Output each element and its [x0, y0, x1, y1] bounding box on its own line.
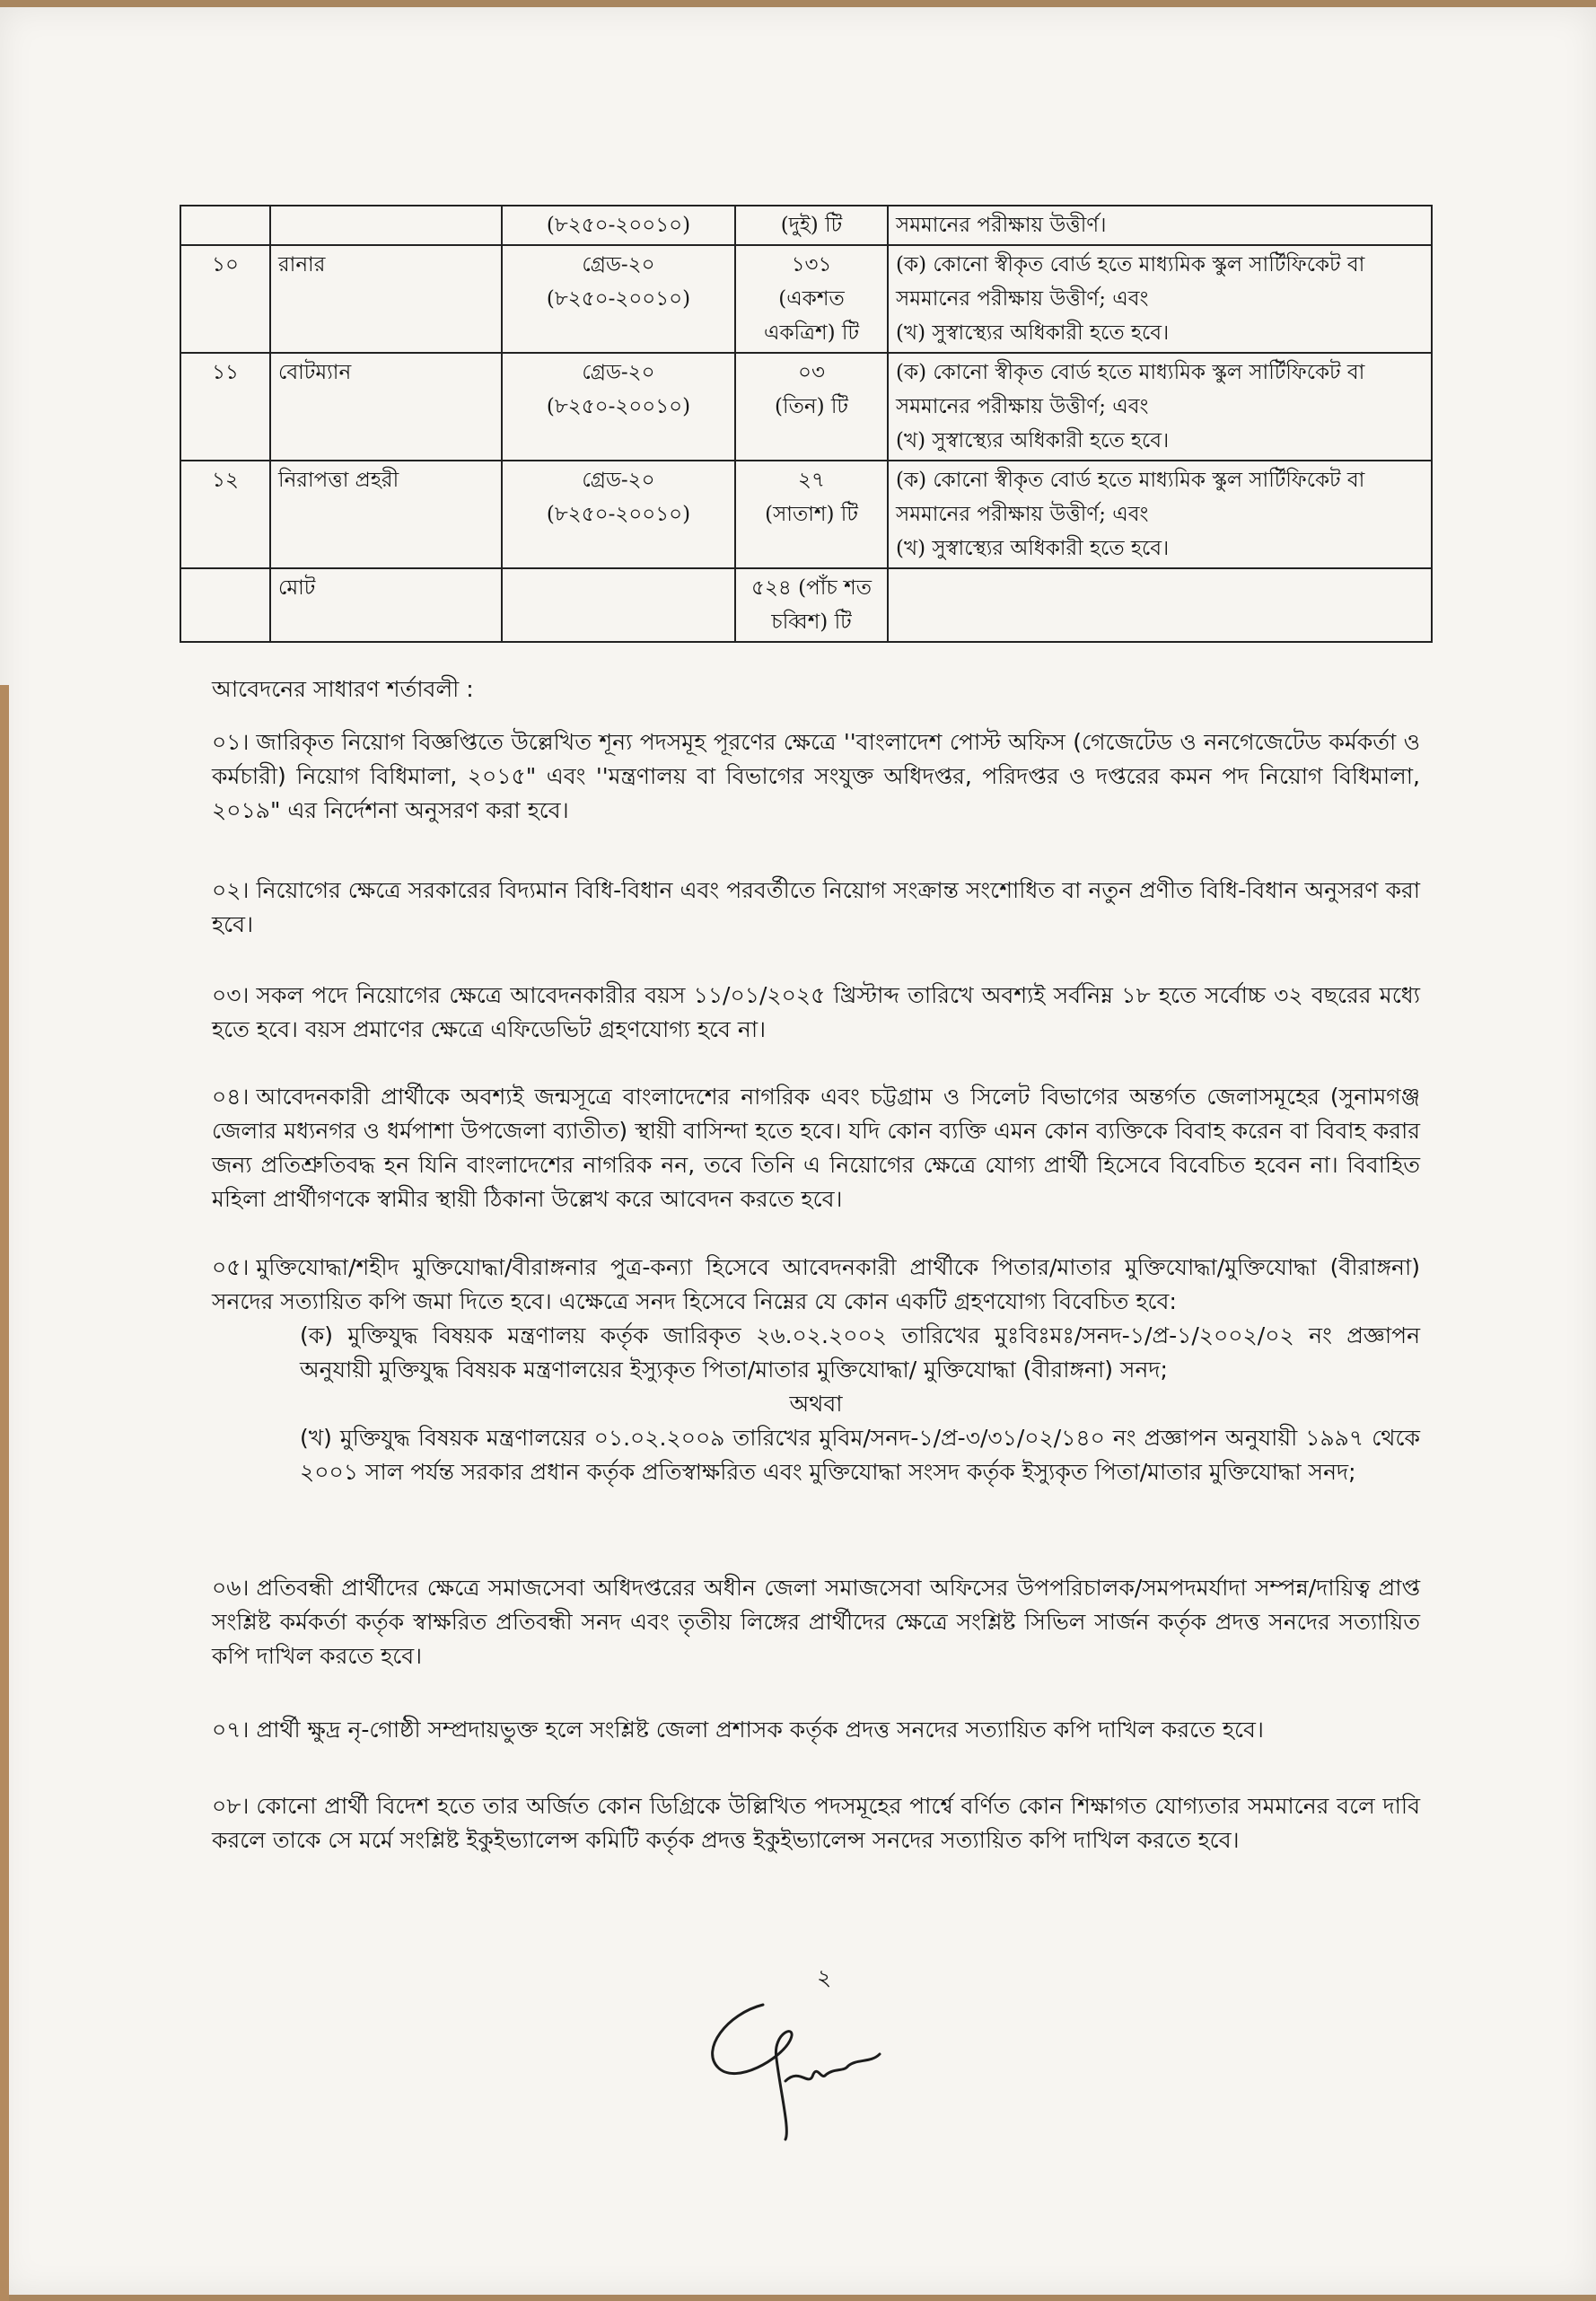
- term-paragraph: [212, 979, 1420, 1047]
- term-number: ০৪।: [212, 1084, 250, 1110]
- cell-grade: গ্রেড-২০ (৮২৫০-২০০১০): [502, 353, 735, 461]
- table-row: [180, 245, 1432, 353]
- qualification-line: (ক) কোনো স্বীকৃত বোর্ড হতে মাধ্যমিক স্কুল সার্টিফিকেট বা সমমানের পরীক্ষায় উত্তীর্ণ; এবং: [896, 361, 1365, 418]
- table-row: [180, 461, 1432, 568]
- qualification-line: (খ) সুস্বাস্থ্যের অধিকারী হতে হবে।: [896, 429, 1170, 452]
- cell-count: ০৩ (তিন) টি: [735, 353, 888, 461]
- page-number: ২: [817, 1964, 832, 1990]
- term-text: নিয়োগের ক্ষেত্রে সরকারের বিদ্যমান বিধি-বিধান এবং পরবর্তীতে নিয়োগ সংক্রান্ত সংশোধিত বা নতুন প্রণীত বিধি-বিধান অনুসরণ করা হবে।: [212, 877, 1420, 937]
- table-row: [180, 206, 1432, 245]
- signature: [700, 1996, 898, 2148]
- cell-total-count: ৫২৪ (পাঁচ শত চব্বিশ) টি: [735, 568, 888, 642]
- term-text: মুক্তিযোদ্ধা/শহীদ মুক্তিযোদ্ধা/বীরাঙ্গনার পুত্র-কন্যা হিসেবে আবেদনকারী প্রার্থীকে পিতার/মাতার মুক্তিযোদ্ধা/মুক্তিযোদ্ধা (বীরাঙ্গনা) সনদের সত্যায়িত কপি জমা দিতে হবে। এক্ষেত্রে সনদ হিসেবে নিম্নের যে কোন একটি গ্রহণযোগ্য বিবেচিত হবে:: [212, 1254, 1420, 1314]
- paper-edge-shadow: [0, 685, 9, 2301]
- cell-post: [270, 206, 502, 245]
- cell-qualification: [888, 461, 1432, 568]
- term-text: প্রার্থী ক্ষুদ্র নৃ-গোষ্ঠী সম্প্রদায়ভুক্ত হলে সংশ্লিষ্ট জেলা প্রশাসক কর্তৃক প্রদত্ত সনদের সত্যায়িত কপি দাখিল করতে হবে।: [256, 1717, 1264, 1743]
- term-text: আবেদনকারী প্রার্থীকে অবশ্যই জন্মসূত্রে বাংলাদেশের নাগরিক এবং চট্টগ্রাম ও সিলেট বিভাগের অন্তর্গত জেলাসমূহের (সুনামগঞ্জ জেলার মধ্যনগর ও ধর্মপাশা উপজেলা ব্যাতীত) স্থায়ী বাসিন্দা হতে হবে। যদি কোন ব্যক্তি এমন কোন ব্যক্তিকে বিবাহ করেন বা বিবাহ করার জন্য প্রতিশ্রুতিবদ্ধ হন যিনি বাংলাদেশের নাগরিক নন, তবে তিনি এ নিয়োগের ক্ষেত্রে যোগ্য প্রার্থী হিসেবে বিবেচিত হবেন না। বিবাহিত মহিলা প্রার্থীগণকে স্বামীর স্থায়ী ঠিকানা উল্লেখ করে আবেদন করতে হবে।: [212, 1084, 1420, 1212]
- cell-post: রানার: [270, 245, 502, 353]
- term-number: ০৫।: [212, 1254, 250, 1280]
- cell-total-label: মোট: [270, 568, 502, 642]
- term-5-sub-or: অথবা: [789, 1391, 843, 1417]
- table-row-total: [180, 568, 1432, 642]
- term-5-sub-ka: (ক) মুক্তিযুদ্ধ বিষয়ক মন্ত্রণালয় কর্তৃক জারিকৃত ২৬.০২.২০০২ তারিখের মুঃবিঃমঃ/সনদ-১/প্র-১/২০০২/০২ নং প্রজ্ঞাপন অনুযায়ী মুক্তিযুদ্ধ বিষয়ক মন্ত্রণালয়ের ইস্যুকৃত পিতা/মাতার মুক্তিযোদ্ধা/ মুক্তিযোদ্ধা (বীরাঙ্গনা) সনদ;: [300, 1322, 1420, 1383]
- cell-count: (দুই) টি: [735, 206, 888, 245]
- cell-post: বোটম্যান: [270, 353, 502, 461]
- terms-heading: আবেদনের সাধারণ শর্তাবলী :: [212, 676, 474, 702]
- cell-qualification: [888, 245, 1432, 353]
- cell-count: ১৩১ (একশত একত্রিশ) টি: [735, 245, 888, 353]
- term-paragraph: [212, 1713, 1420, 1747]
- term-paragraph: [212, 1080, 1420, 1216]
- term-paragraph: [212, 725, 1420, 828]
- term-text: জারিকৃত নিয়োগ বিজ্ঞপ্তিতে উল্লেখিত শূন্য পদসমূহ পূরণের ক্ষেত্রে ''বাংলাদেশ পোস্ট অফিস (গেজেটেড ও ননগেজেটেড কর্মকর্তা ও কর্মচারী) নিয়োগ বিধিমালা, ২০১৫" এবং ''মন্ত্রণালয় বা বিভাগের সংযুক্ত অধিদপ্তর, পরিদপ্তর ও দপ্তরের কমন পদ নিয়োগ বিধিমালা, ২০১৯" এর নির্দেশনা অনুসরণ করা হবে।: [212, 729, 1420, 823]
- cell-qualification: [888, 568, 1432, 642]
- table-row: [180, 353, 1432, 461]
- term-5-sub-kha: (খ) মুক্তিযুদ্ধ বিষয়ক মন্ত্রণালয়ের ০১.০২.২০০৯ তারিখের মুবিম/সনদ-১/প্র-৩/৩১/০২/১৪০ নং প্রজ্ঞাপন অনুযায়ী ১৯৯৭ থেকে ২০০১ সাল পর্যন্ত সরকার প্রধান কর্তৃক প্রতিস্বাক্ষরিত এবং মুক্তিযোদ্ধা সংসদ কর্তৃক ইস্যুকৃত পিতা/মাতার মুক্তিযোদ্ধা সনদ;: [300, 1425, 1420, 1485]
- cell-count: ২৭ (সাতাশ) টি: [735, 461, 888, 568]
- term-text: সকল পদে নিয়োগের ক্ষেত্রে আবেদনকারীর বয়স ১১/০১/২০২৫ খ্রিস্টাব্দ তারিখে অবশ্যই সর্বনিম্ন ১৮ হতে সর্বোচ্চ ৩২ বছরের মধ্যে হতে হবে। বয়স প্রমাণের ক্ষেত্রে এফিডেভিট গ্রহণযোগ্য হবে না।: [212, 982, 1420, 1042]
- term-paragraph: [212, 1571, 1420, 1673]
- qualification-line: সমমানের পরীক্ষায় উত্তীর্ণ।: [896, 214, 1107, 237]
- term-number: ০৮।: [212, 1793, 250, 1819]
- qualification-line: (ক) কোনো স্বীকৃত বোর্ড হতে মাধ্যমিক স্কুল সার্টিফিকেট বা সমমানের পরীক্ষায় উত্তীর্ণ; এবং: [896, 253, 1365, 311]
- cell-qualification: [888, 206, 1432, 245]
- term-paragraph: [212, 1789, 1420, 1857]
- cell-grade: (৮২৫০-২০০১০): [502, 206, 735, 245]
- cell-post: নিরাপত্তা প্রহরী: [270, 461, 502, 568]
- term-paragraph: [212, 1251, 1420, 1489]
- term-paragraph: [212, 874, 1420, 942]
- cell-serial: [180, 568, 270, 642]
- cell-serial: ১২: [180, 461, 270, 568]
- cell-serial: ১১: [180, 353, 270, 461]
- cell-qualification: [888, 353, 1432, 461]
- term-number: ০১।: [212, 729, 250, 755]
- term-number: ০৬।: [212, 1575, 250, 1601]
- document-page: [0, 7, 1596, 2295]
- term-text: কোনো প্রার্থী বিদেশ হতে তার অর্জিত কোন ডিগ্রিকে উল্লিখিত পদসমূহের পার্শ্বে বর্ণিত কোন শিক্ষাগত যোগ্যতার সমমানের বলে দাবি করলে তাকে সে মর্মে সংশ্লিষ্ট ইকুইভ্যালেন্স কমিটি কর্তৃক প্রদত্ত ইকুইভ্যালেন্স সনদের সত্যায়িত কপি দাখিল করতে হবে।: [212, 1793, 1420, 1853]
- vacancy-table: [180, 205, 1433, 643]
- term-number: ০২।: [212, 877, 250, 903]
- cell-serial: [180, 206, 270, 245]
- cell-grade: গ্রেড-২০ (৮২৫০-২০০১০): [502, 245, 735, 353]
- cell-grade: গ্রেড-২০ (৮২৫০-২০০১০): [502, 461, 735, 568]
- qualification-line: (খ) সুস্বাস্থ্যের অধিকারী হতে হবে।: [896, 537, 1170, 560]
- term-number: ০৩।: [212, 982, 250, 1008]
- qualification-line: (খ) সুস্বাস্থ্যের অধিকারী হতে হবে।: [896, 321, 1170, 345]
- cell-grade: [502, 568, 735, 642]
- cell-serial: ১০: [180, 245, 270, 353]
- term-number: ০৭।: [212, 1717, 250, 1743]
- term-text: প্রতিবন্ধী প্রার্থীদের ক্ষেত্রে সমাজসেবা অধিদপ্তরের অধীন জেলা সমাজসেবা অফিসের উপপরিচালক/সমপদমর্যাদা সম্পন্ন/দায়িত্ব প্রাপ্ত সংশ্লিষ্ট কর্মকর্তা কর্তৃক স্বাক্ষরিত প্রতিবন্ধী সনদ এবং তৃতীয় লিঙ্গের প্রার্থীদের ক্ষেত্রে সংশ্লিষ্ট সিভিল সার্জন কর্তৃক প্রদত্ত সনদের সত্যায়িত কপি দাখিল করতে হবে।: [212, 1575, 1420, 1669]
- qualification-line: (ক) কোনো স্বীকৃত বোর্ড হতে মাধ্যমিক স্কুল সার্টিফিকেট বা সমমানের পরীক্ষায় উত্তীর্ণ; এবং: [896, 469, 1365, 526]
